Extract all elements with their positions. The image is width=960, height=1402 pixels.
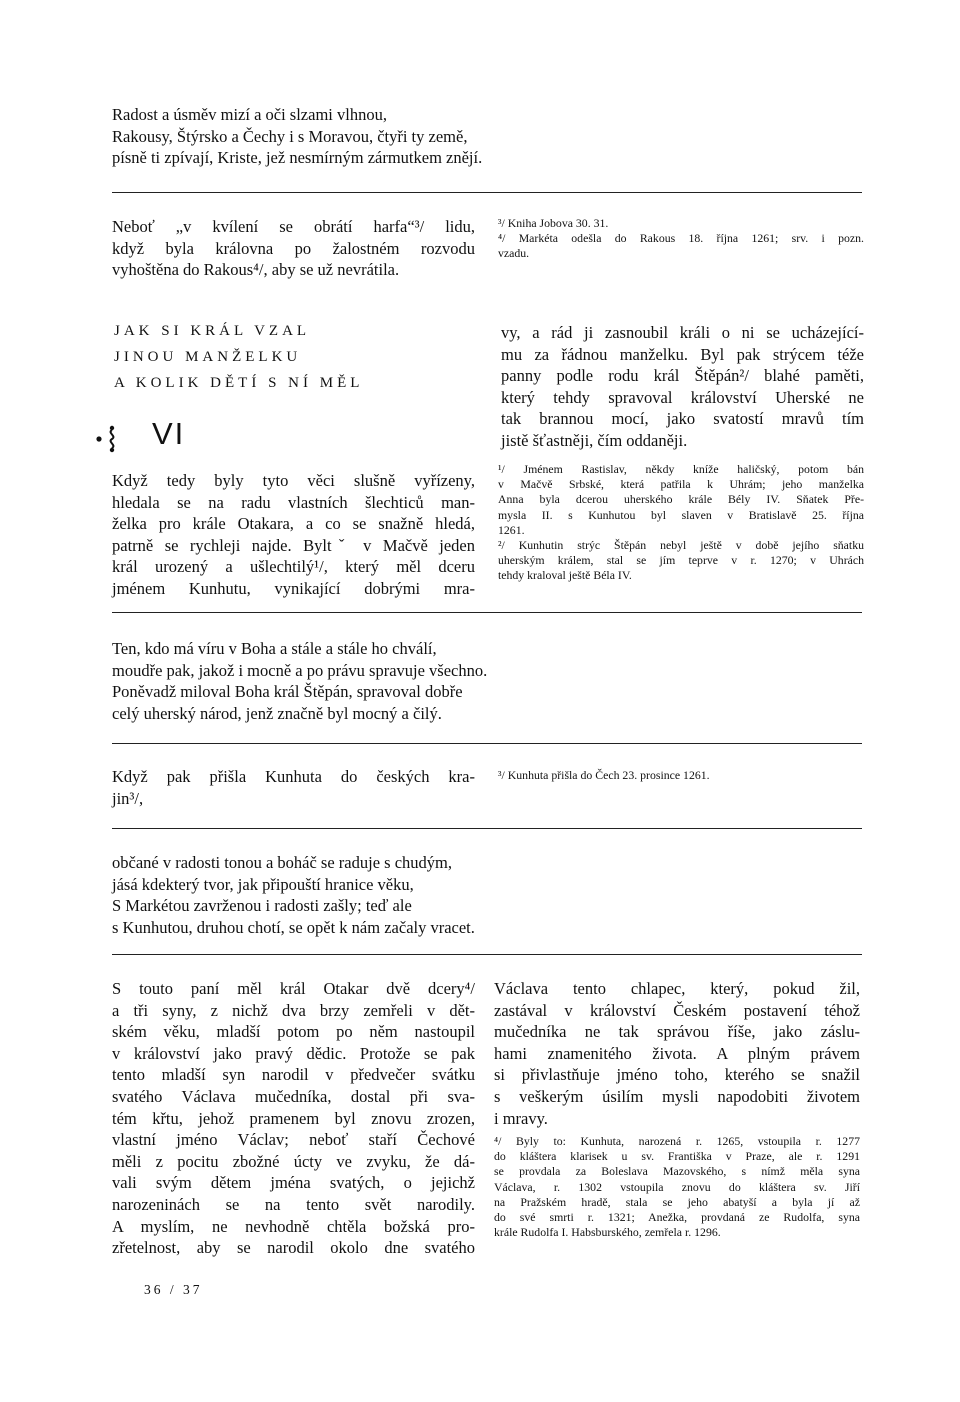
divider bbox=[112, 192, 862, 193]
prose-line: si přivlastňuje jméno toho, kterého se snažil bbox=[494, 1065, 860, 1085]
footnotes-block-4 bbox=[494, 1134, 860, 1240]
footnote-line: mysla II. s Kunhutou byl slaven v Bratislavě 25. října bbox=[498, 507, 864, 522]
prose-line: mu za řádnou manželku. Byl pak strýcem téže bbox=[501, 344, 864, 364]
footnote-line: v Mačvě Srbské, která patřila k Uhrám; jeho manželka bbox=[498, 477, 864, 492]
prose-line: i mravy. bbox=[494, 1108, 548, 1128]
verse-1 bbox=[112, 104, 482, 169]
prose-line: hami znamenitého života. A plným právem bbox=[494, 1043, 860, 1063]
divider bbox=[112, 612, 862, 613]
prose-line: A myslím, ne nevhodně chtěla božská pro- bbox=[112, 1216, 475, 1236]
chapter-number: VI bbox=[152, 416, 186, 451]
prose-line: zřetelnost, aby se narodil okolo dne svatého bbox=[112, 1238, 475, 1258]
footnote-line: do kláštera klarisek u sv. Františka v Praze, ale r. 1291 bbox=[494, 1149, 860, 1164]
verse-2 bbox=[112, 638, 487, 724]
verse-line: Poněvadž miloval Boha král Štěpán, spravoval dobře bbox=[112, 682, 463, 701]
footnote-line: tehdy kraloval ještě Béla IV. bbox=[498, 568, 632, 583]
footnote-line: vzadu. bbox=[498, 246, 530, 261]
prose-line: Když tedy byly tyto věci slušně vyřízeny, bbox=[112, 471, 475, 490]
footnote-line: 1261. bbox=[498, 522, 525, 537]
footnote-line: se provdala za Boleslava Mazovského, s nímž měla syna bbox=[494, 1164, 860, 1179]
prose-line: Neboť „v kvílení se obrátí harfa“³/ lidu, bbox=[112, 217, 475, 236]
prose-line: tento mladší syn narodil v předvečer svátku bbox=[112, 1065, 475, 1085]
prose-block-2 bbox=[112, 216, 475, 281]
prose-line: který tehdy spravoval království Uherské ne bbox=[501, 387, 864, 407]
prose-block-4-left bbox=[112, 978, 475, 1259]
prose-line: hledala se na radu vlastních šlechticů man- bbox=[112, 492, 475, 512]
divider bbox=[112, 743, 862, 744]
verse-line: jásá kdekterý tvor, jak připouští hranice věku, bbox=[112, 874, 414, 894]
footnote-line: ²/ Kunhutin strýc Štěpán nebyl ještě v době jejího sňatku bbox=[498, 538, 864, 553]
prose-line: panny podle rodu král Štěpán²/ blahé paměti, bbox=[501, 366, 864, 386]
prose-line: jin³/, bbox=[112, 788, 144, 808]
ornament-icon bbox=[96, 424, 118, 454]
verse-line: S Markétou zavrženou i radosti zašly; teď ale bbox=[112, 896, 412, 915]
heading-line: JAK SI KRÁL VZAL bbox=[114, 323, 311, 339]
prose-line: jménem Kunhutu, vynikající dobrými mra- bbox=[112, 578, 475, 598]
page-number: 36 / 37 bbox=[144, 1282, 203, 1297]
prose-line: vy, a rád ji zasnoubil králi o ni se ucházející- bbox=[501, 323, 864, 342]
prose-line: jistě šťastněji, čím oddaněji. bbox=[501, 430, 688, 450]
divider bbox=[112, 828, 862, 829]
heading-line: A KOLIK DĚTÍ S NÍ MĚL bbox=[114, 375, 364, 391]
prose-line: v království jako pravý dědic. Protože se pak bbox=[112, 1043, 475, 1063]
footnote-line: ⁴/ Markéta odešla do Rakous 18. října 1261; srv. i pozn. bbox=[498, 231, 864, 246]
prose-line: ském věku, mladší potom po něm nastoupil bbox=[112, 1022, 475, 1042]
chapter-left-text bbox=[112, 470, 475, 600]
chapter-right-text bbox=[501, 322, 864, 452]
prose-line: vlastní jméno Václav; neboť staří Čechové bbox=[112, 1130, 475, 1150]
prose-line: měli z pocitu zbožné úcty ve zvyku, že dá- bbox=[112, 1151, 475, 1171]
footnote-line: ¹/ Jménem Rastislav, někdy kníže haličský, potom bán bbox=[498, 462, 864, 476]
prose-line: Václava tento chlapec, který, pokud žil, bbox=[494, 979, 860, 998]
footnote-line: na Pražském hradě, stala se jeho abatyší a byla jí až bbox=[494, 1194, 860, 1209]
verse-line: písně ti zpívají, Kriste, jež nesmírným zármutkem znějí. bbox=[112, 148, 483, 167]
prose-line: zastával v království Českém postavení téhož bbox=[494, 1000, 860, 1020]
prose-line: Když pak přišla Kunhuta do českých kra- bbox=[112, 767, 475, 786]
footnote-line: uherským králem, stal se jím teprve v r. 1270; v Uhrách bbox=[498, 553, 864, 568]
heading-line: JINOU MANŽELKU bbox=[114, 349, 302, 365]
footnote-line: do své smrti r. 1321; Anežka, provdaná ze Rudolfa, syna bbox=[494, 1210, 860, 1225]
verse-3 bbox=[112, 852, 475, 938]
verse-line: s Kunhutou, druhou chotí, se opět k nám začaly vracet. bbox=[112, 917, 475, 937]
prose-line: narozeninách se na tento svět narodily. bbox=[112, 1194, 475, 1214]
prose-line: želka pro krále Otakara, a co se snažně hledá, bbox=[112, 514, 475, 534]
prose-line: S touto paní měl král Otakar dvě dcery⁴/ bbox=[112, 979, 475, 998]
verse-line: Rakousy, Štýrsko a Čechy i s Moravou, čtyři ty země, bbox=[112, 126, 468, 146]
prose-line: mučedníka ne tak správou říše, jako záslu- bbox=[494, 1022, 860, 1042]
verse-line: Ten, kdo má víru v Boha a stále a stále ho chválí, bbox=[112, 639, 437, 658]
prose-block-3 bbox=[112, 766, 475, 809]
prose-line: tém křtu, jehož pramenem byl znovu zrozen, bbox=[112, 1108, 475, 1128]
chapter-footnotes bbox=[498, 462, 864, 584]
prose-line: král urozený a ušlechtilý¹/, který měl dceru bbox=[112, 557, 475, 577]
footnote-line: ⁴/ Byly to: Kunhuta, narozená r. 1265, vstoupila r. 1277 bbox=[494, 1134, 860, 1148]
prose-line: svatého Václava mučedníka, dostal při sva- bbox=[112, 1086, 475, 1106]
verse-line: celý uherský národ, jenž značně byl mocný a čilý. bbox=[112, 703, 442, 723]
prose-line: tak brannou mocí, jako svatostí mravů tím bbox=[501, 409, 864, 429]
footnote-line: krále Rudolfa I. Habsburského, zemřela r. 1296. bbox=[494, 1225, 721, 1240]
prose-line: s veškerým úsilím mysli napodobiti životem bbox=[494, 1086, 860, 1106]
prose-line: a tři syny, z nichž dva brzy zemřeli v dět- bbox=[112, 1000, 475, 1020]
verse-line: Radost a úsměv mizí a oči slzami vlhnou, bbox=[112, 105, 387, 124]
verse-line: občané v radosti tonou a boháč se raduje s chudým, bbox=[112, 853, 452, 872]
footnote-line: Václava, r. 1302 vstoupila znovu do kláštera sv. Jiří bbox=[494, 1179, 860, 1194]
prose-line: když byla královna po žalostném rozvodu bbox=[112, 238, 475, 258]
footnote-line: Anna byla dcerou uherského krále Bély IV. Sňatek Pře- bbox=[498, 492, 864, 507]
prose-line: vali svým dětem jména svatých, o jejichž bbox=[112, 1173, 475, 1193]
prose-line: vyhoštěna do Rakous⁴/, aby se už nevrátila. bbox=[112, 260, 400, 280]
footnotes-block-3 bbox=[498, 768, 864, 783]
prose-block-4-right bbox=[494, 978, 860, 1129]
prose-line: patrně se rychleji najde. Byltˇ v Mačvě jeden bbox=[112, 535, 475, 555]
verse-line: moudře pak, jakož i mocně a po právu spravuje všechno. bbox=[112, 660, 488, 680]
footnotes-block-2 bbox=[498, 216, 864, 262]
chapter-heading bbox=[114, 318, 363, 396]
footnote-line: ³/ Kunhuta přišla do Čech 23. prosince 1261. bbox=[498, 768, 710, 782]
divider bbox=[112, 954, 862, 955]
footnote-line: ³/ Kniha Jobova 30. 31. bbox=[498, 216, 609, 230]
